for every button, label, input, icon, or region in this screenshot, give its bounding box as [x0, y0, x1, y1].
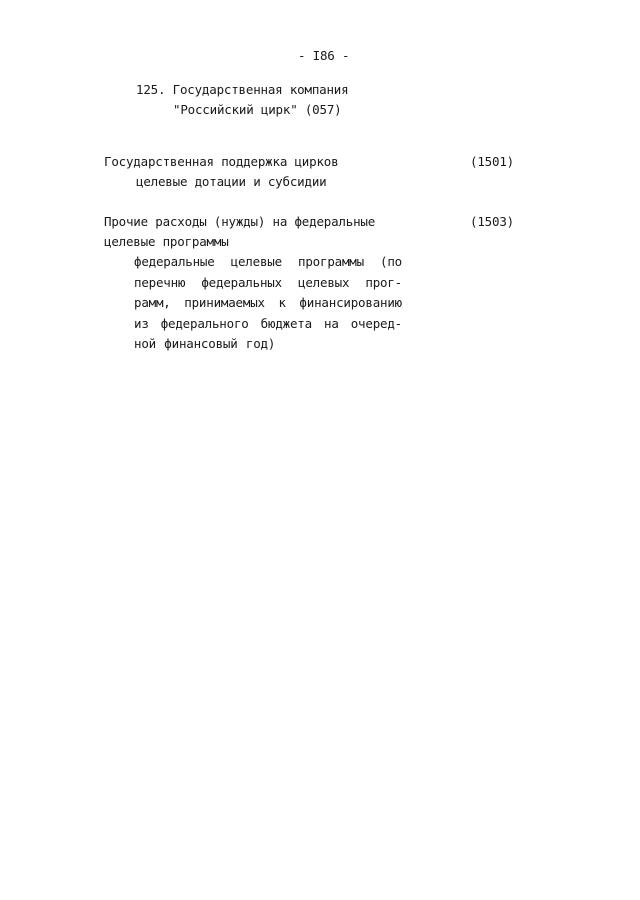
budget-entry-federal-programs: [104, 212, 514, 355]
entry-code: (1501): [470, 154, 514, 169]
entry-title-line-1: Прочие расходы (нужды) на федеральные: [104, 214, 376, 229]
entry-code: (1503): [470, 214, 514, 229]
organization-name-line: 125. Государственная компания: [136, 82, 349, 97]
entry-description: федеральные целевые программы (по перечню федеральных целевых прог-рамм, принимаемых к финансированию из федерального бюджета на очеред-ной финансовый год): [134, 254, 402, 351]
page-number: - I86 -: [298, 48, 350, 63]
organization-subtitle-line: "Российский цирк" (057): [173, 102, 342, 117]
entry-subitem: целевые дотации и субсидии: [136, 174, 327, 189]
entry-title: Государственная поддержка цирков: [104, 154, 339, 169]
organization-heading: [136, 80, 348, 120]
budget-entry-circus-support: [104, 152, 514, 192]
entry-title-line-2: целевые программы: [104, 234, 229, 249]
